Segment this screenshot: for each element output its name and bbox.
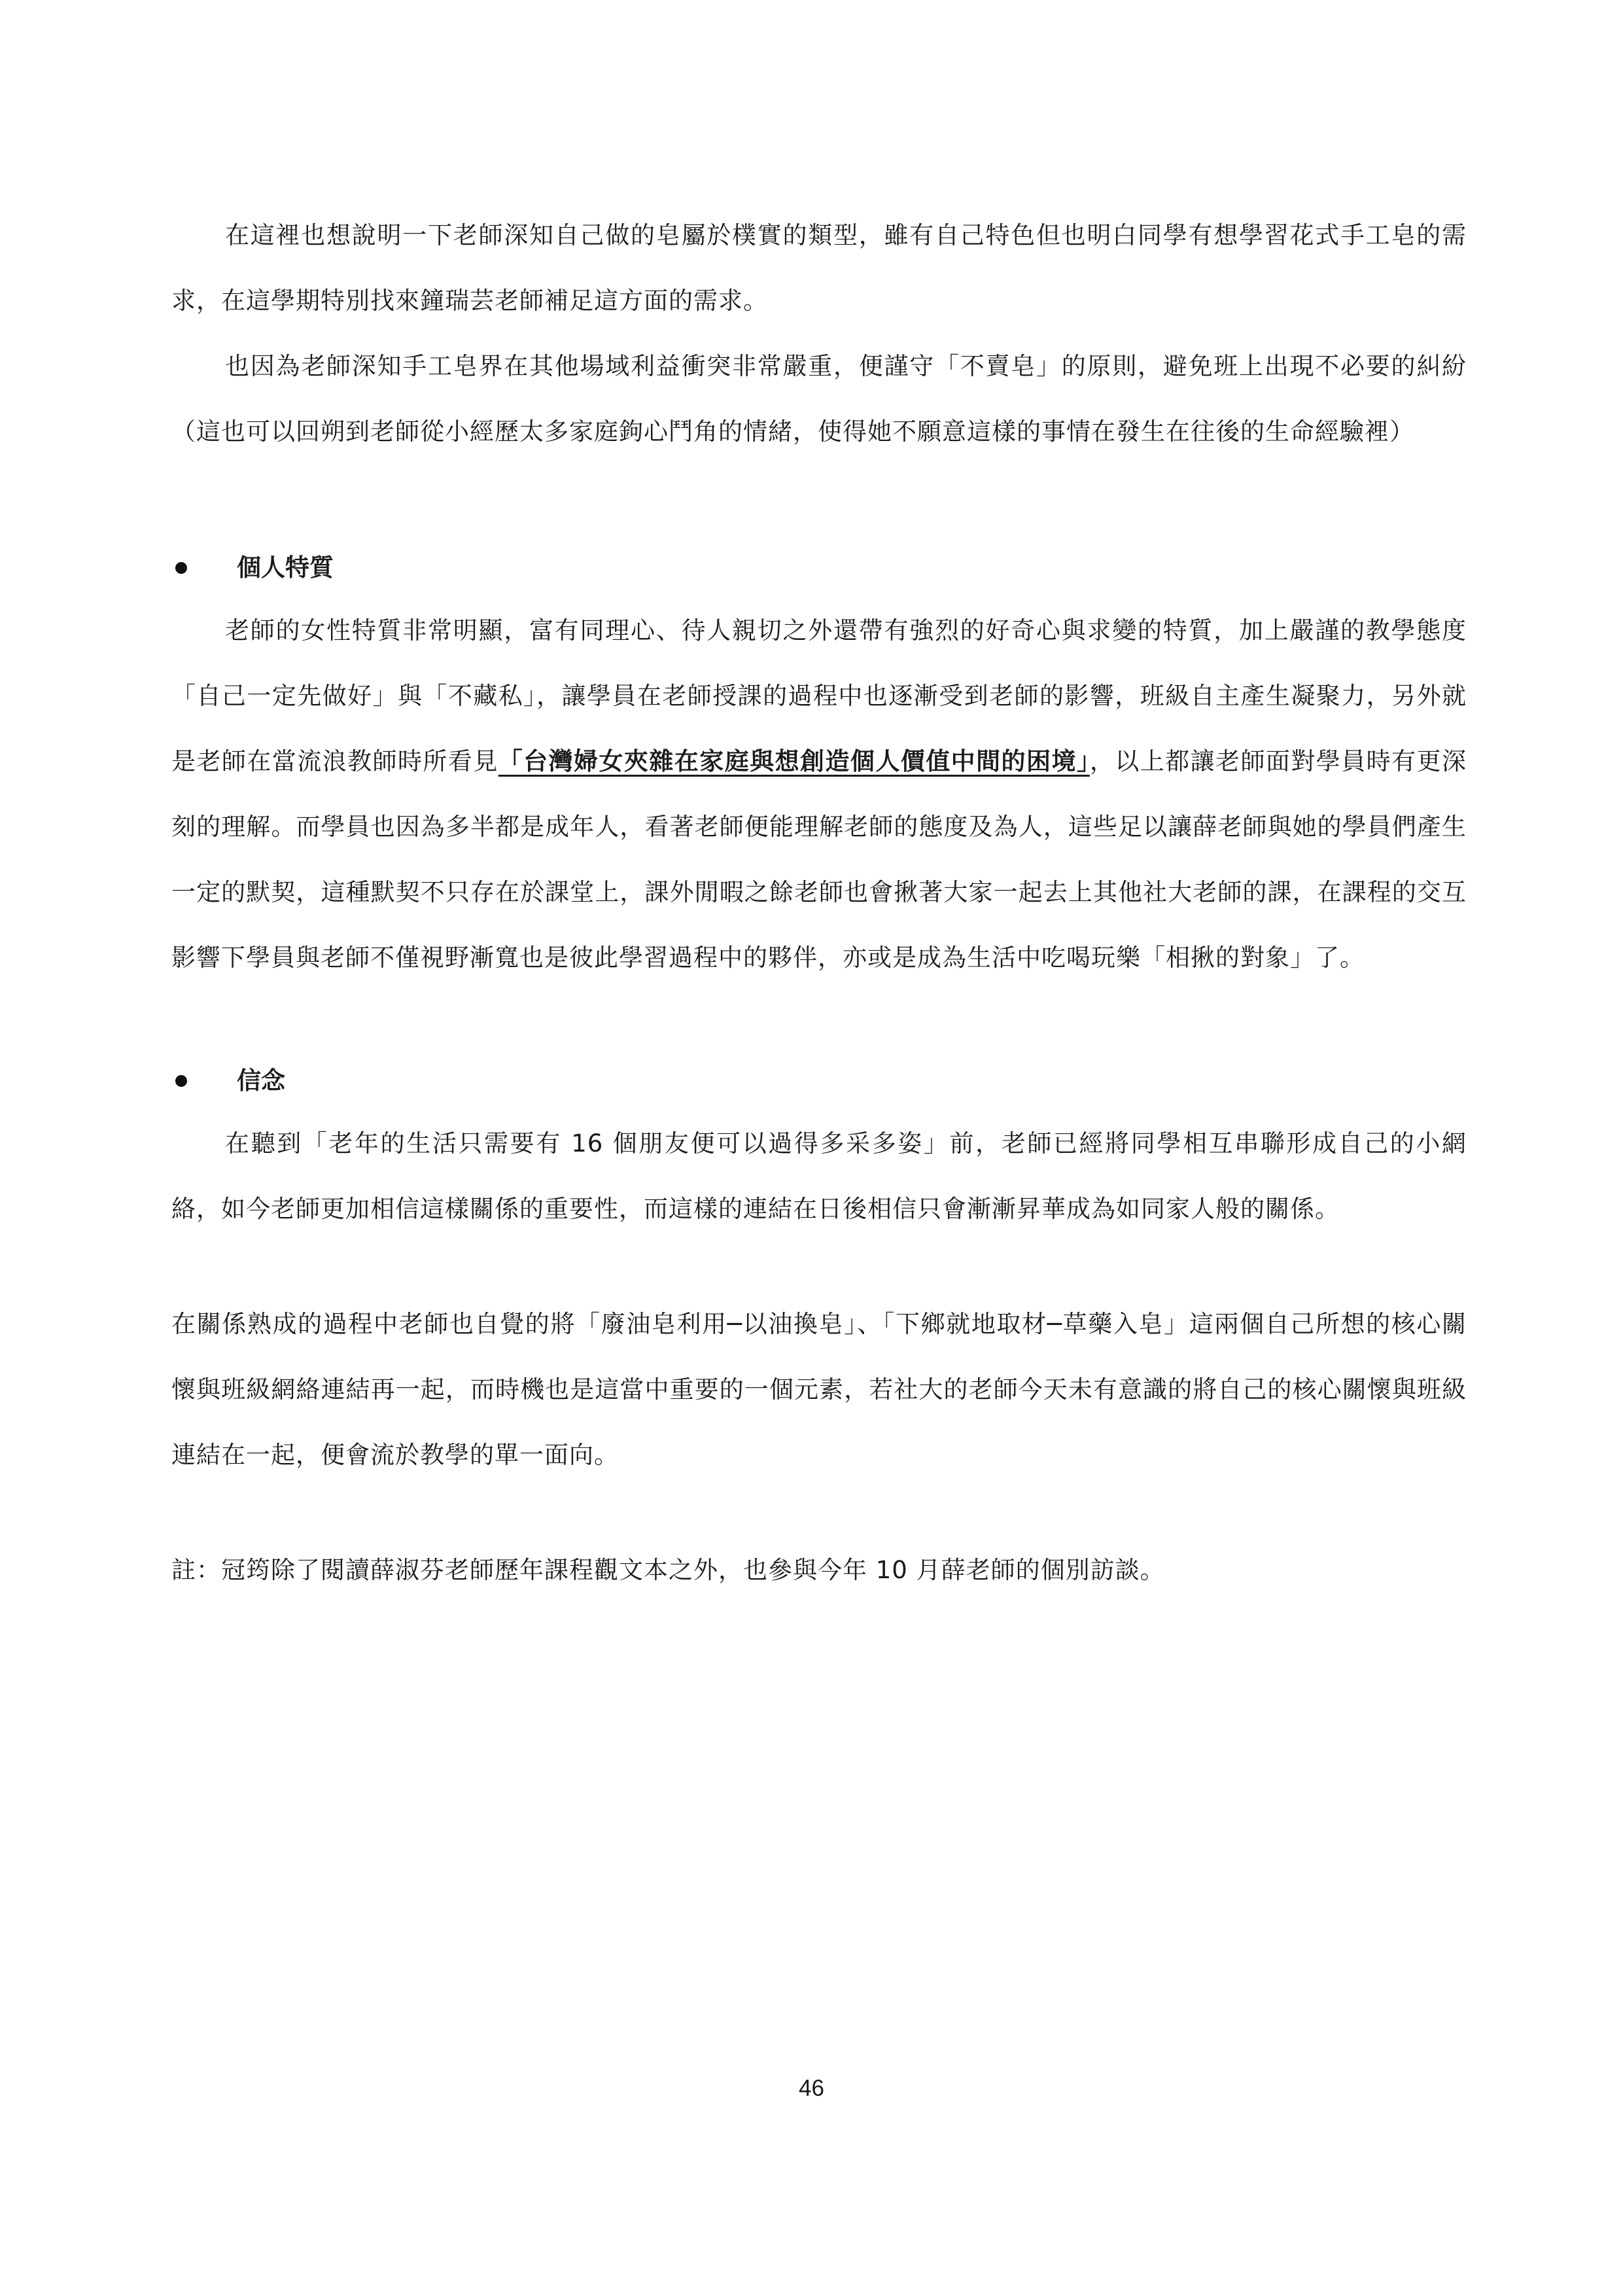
section-heading-personal-traits <box>171 548 1467 588</box>
paragraph-soap-type: 在這裡也想說明一下老師深知自己做的皂屬於樸實的類型，雖有自己特色但也明白同學有想學習花式手工皂的需求，在這學期特別找來鐘瑞芸老師補足這方面的需求。 <box>171 221 1467 315</box>
paragraph-belief: 在聽到「老年的生活只需要有 16 個朋友便可以過得多采多姿」前，老師已經將同學相互串聯形成自己的小網絡，如今老師更加相信這樣關係的重要性，而這樣的連結在日後相信只會漸漸昇華成為如同家人般的關係。 <box>171 1129 1467 1223</box>
bullet-icon <box>175 562 187 574</box>
emphasis-quote: 「台灣婦女夾雜在家庭與想創造個人價值中間的困境」 <box>498 747 1090 775</box>
paragraph-text: ，以上都讓老師面對學員時有更深刻的理解。而學員也因為多半都是成年人，看著老師便能理解老師的態度及為人，這些足以讓薛老師與她的學員們產生一定的默契，這種默契不只存在於課堂上，課外閒暇之餘老師也會揪著大家一起去上其他社大老師的課，在課程的交互影響下學員與老師不僅視野漸寬也是彼此學習過程中的夥伴，亦或是成為生活中吃喝玩樂「相揪的對象」了。 <box>171 747 1467 972</box>
bullet-icon <box>175 1075 187 1087</box>
section-heading-label: 信念 <box>237 1067 285 1095</box>
paragraph-text: 老師的女性特質非常明顯，富有同理心、待人親切之外還帶有強烈的好奇心與求變的特質，加上嚴謹的教學態度「自己一定先做好」與「不藏私」，讓學員在老師授課的過程中也逐漸受到老師的影響，班級自主產生凝聚力，另外就是老師在當流浪教師時所看見 <box>171 616 1467 775</box>
paragraph-core-concern: 在關係熟成的過程中老師也自覺的將「廢油皂利用─以油換皂」、「下鄉就地取材─草藥入皂」這兩個自己所想的核心關懷與班級網絡連結再一起，而時機也是這當中重要的一個元素，若社大的老師今天未有意識的將自己的核心關懷與班級連結在一起，便會流於教學的單一面向。 <box>171 1310 1467 1469</box>
paragraph-no-selling: 也因為老師深知手工皂界在其他場域利益衝突非常嚴重，便謹守「不賣皂」的原則，避免班上出現不必要的糾紛（這也可以回朔到老師從小經歷太多家庭鉤心鬥角的情緒，使得她不願意這樣的事情在發生在往後的生命經驗裡） <box>171 352 1467 446</box>
page-number: 46 <box>799 2075 824 2101</box>
document-body <box>171 203 1467 1603</box>
note: 註：冠筠除了閱讀薛淑芬老師歷年課程觀文本之外，也參與今年 10 月薛老師的個別訪談。 <box>171 1556 1165 1584</box>
section-heading-belief <box>171 1061 1467 1101</box>
section-heading-label: 個人特質 <box>237 554 334 582</box>
paragraph-personal-traits <box>171 598 1467 991</box>
